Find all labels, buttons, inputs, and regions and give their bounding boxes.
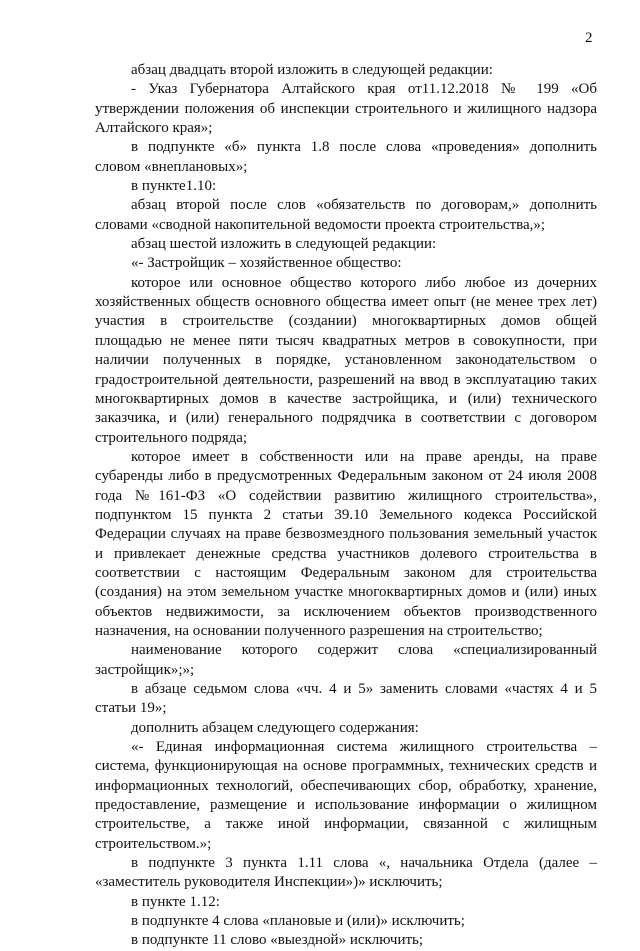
paragraph-1: абзац двадцать второй изложить в следующей редакции: [131, 62, 493, 78]
paragraph-12: дополнить абзацем следующего содержания: [131, 719, 419, 736]
paragraph-8: которое или основное общество которого либо любое из дочерних хозяйственных обществ основного общества имеет опыт (не менее трех лет) участия в строительстве (создании) многоквартирных домов общей площадью не менее пяти тысяч квадратных метров в совокупности, при наличии полученных в порядке, установленном законодательством о градостроительной деятельности, разрешений на ввод в эксплуатацию таких многоквартирных домов в качестве застройщика, и (или) технического заказчика, и (или) генерального подрядчика в соответствии с договором строительного подряда; [95, 274, 597, 446]
paragraph-15: в пункте 1.12: [131, 893, 220, 910]
page-number: 2 [585, 30, 593, 46]
paragraph-16: в подпункте 4 слова «плановые и (или)» исключить; [131, 913, 465, 930]
paragraph-10: наименование которого содержит слова «специализированный застройщик»;»; [95, 642, 597, 678]
paragraph-4: в пункте1.10: [131, 178, 217, 195]
paragraph-5: абзац второй после слов «обязательств по договорам,» дополнить словами «сводной накопительной ведомости проекта строительства,»; [95, 197, 597, 233]
paragraph-9: которое имеет в собственности или на праве аренды, на праве субаренды либо в предусмотренных Федеральным законом от 24 июля 2008 года №161-ФЗ «О содействии развитию жилищного строительства», подпунктом 15 пункта 2 статьи 39.10 Земельного кодекса Российской Федерации случаях на праве безвозмездного пользования земельный участок и привлекает денежные средства участников долевого строительства в соответствии с настоящим Федеральным законом для строительства (создания) на этом земельном участке многоквартирных домов и (или) иных объектов недвижимости, за исключением объектов производственного назначения, на основании полученного разрешения на строительство; [95, 448, 597, 639]
document-body [95, 61, 597, 951]
paragraph-7: «- Застройщик – хозяйственное общество: [131, 255, 402, 272]
paragraph-3: в подпункте «б» пункта 1.8 после слова «проведения» дополнить словом «внеплановых»; [95, 139, 597, 175]
paragraph-14: в подпункте 3 пункта 1.11 слова «, начальника Отдела (далее – «заместитель руководителя Инспекции»)» исключить; [95, 855, 597, 891]
paragraph-17: в подпункте 11 слово «выездной» исключить; [131, 932, 424, 949]
paragraph-11: в абзаце седьмом слова «чч. 4 и 5» заменить словами «частях 4 и 5 статьи 19»; [95, 681, 597, 717]
paragraph-13: «- Единая информационная система жилищного строительства – система, функционирующая на основе программных, технических средств и информационных технологий, обеспечивающих сбор, обработку, хранение, предоставление, размещение и использование информации о жилищном строительстве, а также иной информации, связанной с жилищным строительством.»; [95, 739, 597, 852]
paragraph-6: абзац шестой изложить в следующей редакции: [131, 236, 437, 253]
paragraph-2: - Указ Губернатора Алтайского края от11.12.2018 № 199 «Об утверждении положения об инспекции строительного и жилищного надзора Алтайского края»; [95, 81, 597, 137]
